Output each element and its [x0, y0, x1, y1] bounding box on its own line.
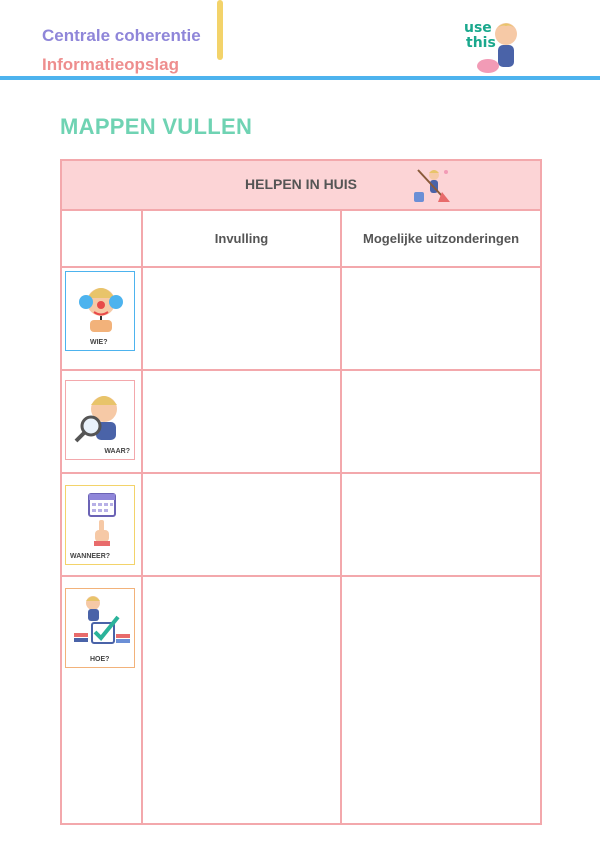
invulling-cell[interactable] [142, 576, 341, 824]
row-label-cell [61, 473, 142, 576]
invulling-cell[interactable] [142, 370, 341, 473]
table-row-waar [61, 370, 541, 473]
page-title: MAPPEN VULLEN [60, 114, 253, 139]
row-label: WAAR? [104, 448, 130, 455]
page-header [0, 0, 600, 82]
table-row-wanneer [61, 473, 541, 576]
header-subtitle: Informatieopslag [42, 55, 179, 74]
hoe-card [65, 588, 135, 668]
uitzondering-cell[interactable] [341, 576, 541, 824]
cleaning-avatar-icon [408, 166, 454, 206]
wie-card [65, 271, 135, 351]
header-title: Centrale coherentie [42, 26, 201, 45]
use-this-logo [460, 14, 526, 76]
row-label: HOE? [90, 656, 110, 663]
row-label: WIE? [90, 339, 108, 346]
column-header-invulling: Invulling [142, 210, 341, 267]
column-header-empty [61, 210, 142, 267]
row-label-cell [61, 267, 142, 370]
header-accent-bar [217, 0, 223, 60]
logo-text-bottom: this [466, 35, 496, 51]
table-header-label: HELPEN IN HUIS [245, 176, 358, 192]
logo-text-top: use [464, 20, 492, 36]
row-label: WANNEER? [70, 553, 111, 560]
header-divider [0, 76, 600, 80]
column-header-uitzonderingen: Mogelijke uitzonderingen [341, 210, 541, 267]
table-header [61, 160, 541, 210]
invulling-cell[interactable] [142, 473, 341, 576]
table-row-hoe [61, 576, 541, 824]
invulling-cell[interactable] [142, 267, 341, 370]
uitzondering-cell[interactable] [341, 370, 541, 473]
uitzondering-cell[interactable] [341, 473, 541, 576]
row-label-cell [61, 370, 142, 473]
row-label-cell [61, 576, 142, 824]
planning-table [60, 159, 542, 825]
table-row-wie [61, 267, 541, 370]
wanneer-card [65, 485, 135, 565]
waar-card [65, 380, 135, 460]
uitzondering-cell[interactable] [341, 267, 541, 370]
